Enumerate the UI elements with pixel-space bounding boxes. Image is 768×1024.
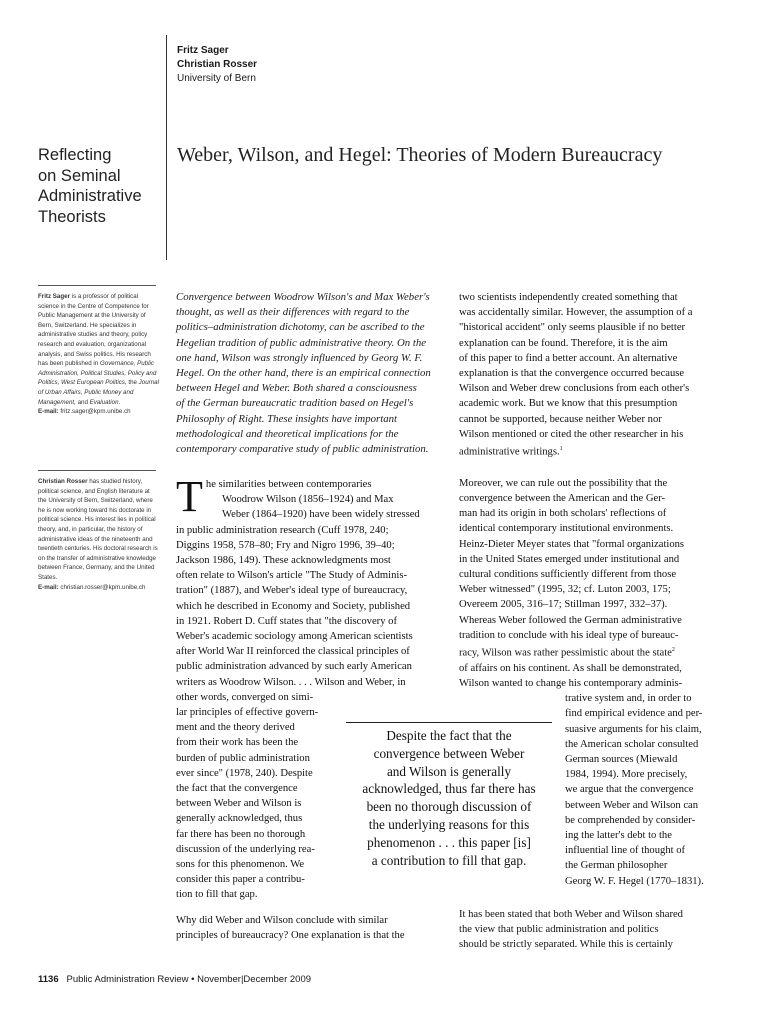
body-text: racy, Wilson was rather pessimistic about the state <box>459 647 672 659</box>
body-line: explanation is that the convergence occurred because <box>459 368 685 380</box>
body-text: administrative writings. <box>459 446 560 458</box>
body-line: far there has been no thorough <box>176 828 306 840</box>
bio-text: and <box>75 398 90 406</box>
body-line: of this paper to find a better account. An alternative <box>459 352 678 364</box>
body-line: Overeem 2005, 316–17; Stillman 1997, 332–37). <box>459 599 668 611</box>
abstract-line: Hegelian tradition of public administrative theory. On the <box>176 336 427 349</box>
abstract-line: thought, as well as their differences with regard to the <box>176 306 410 319</box>
email-address: christian.rosser@kpm.unibe.ch <box>58 583 146 591</box>
body-line: tion to fill that gap. <box>176 889 258 901</box>
body-line: Wilson and Weber drew conclusions from each other's <box>459 383 690 395</box>
abstract-line: contemporary comparative study of public administration. <box>176 443 429 456</box>
body-line: Moreover, we can rule out the possibility that the <box>459 477 668 489</box>
body-line: Whereas Weber followed the German administrative <box>459 614 682 626</box>
bio-name: Christian Rosser <box>38 478 88 485</box>
footer-bullet: • <box>191 974 195 985</box>
body-line: 1984, 1994). More precisely, <box>565 769 688 781</box>
body-line: discussion of the underlying rea- <box>176 843 315 855</box>
body-line: in the United States emerged under institutional and <box>459 553 680 565</box>
body-line: from their work has been the <box>176 737 299 749</box>
author-1: Fritz Sager <box>177 45 229 56</box>
body-line: burden of public administration <box>176 752 310 764</box>
pull-quote <box>346 722 552 869</box>
body-line: academic work. But we know that this presumption <box>459 398 678 410</box>
bio-pubs: Evaluation <box>89 398 119 406</box>
body-line: should be strictly separated. While this is certainly <box>459 939 673 951</box>
body-line: the fact that the convergence <box>176 783 298 795</box>
body-line: Georg W. F. Hegel (1770–1831). <box>565 875 704 887</box>
footnote-marker: 2 <box>671 647 675 653</box>
body-line: between Weber and Wilson is <box>176 798 302 810</box>
abstract-line: of the German bureaucratic tradition based on Hegel's <box>176 397 414 410</box>
paragraph-gap <box>176 903 446 913</box>
body-line: writers as Woodrow Wilson. . . . Wilson and Weber, in <box>176 676 406 688</box>
body-line: ment and the theory derived <box>176 722 295 734</box>
page-number: 1136 <box>38 974 59 985</box>
body-line: Weber (1864–1920) have been widely stressed <box>222 509 420 521</box>
body-line: cultural conditions sufficiently different from those <box>459 568 677 580</box>
body-line: lar principles of effective govern- <box>176 707 319 719</box>
body-line: the American scholar consulted <box>565 738 699 750</box>
body-line: Woodrow Wilson (1856–1924) and Max <box>222 494 394 506</box>
body-line: Weber witnessed" (1995, 32; cf. Luton 2003, 175; <box>459 584 671 596</box>
section-label-line: on Seminal <box>38 166 121 185</box>
abstract-line: one hand, Wilson was strongly influenced by Georg W. F. <box>176 351 423 364</box>
pull-quote-line: a contribution to fill that gap. <box>371 852 527 868</box>
bio-text: is a professor of political science in the Centre of Competence for Public Management at the University of Bern, Switzerland. He specializes in administrative studies and theory, policy research and evaluation, organizational analysis, and Swiss politics. His research has been published in <box>38 293 151 368</box>
author-2: Christian Rosser <box>177 59 258 70</box>
body-line: ing the latter's debt to the <box>565 829 672 841</box>
paragraph-gap <box>459 889 734 907</box>
bio-text: the <box>126 379 139 387</box>
section-label-line: Theorists <box>38 207 106 226</box>
abstract-line: Convergence between Woodrow Wilson's and Max Weber's <box>176 291 430 303</box>
body-line: Weber's academic sociology among American scientists <box>176 631 413 643</box>
body-line: suasive arguments for his claim, <box>565 723 702 735</box>
body-line: explanation can be found. Therefore, it is the aim <box>459 337 668 349</box>
section-label-line: Administrative <box>38 187 142 205</box>
abstract-line: methodological and theoretical implications for the <box>176 427 399 440</box>
footnote-marker: 1 <box>559 446 563 453</box>
body-line: tration" (1887), and Weber's ideal type of bureaucracy, <box>176 585 408 597</box>
pull-quote-line: acknowledged, thus far there has <box>362 781 536 797</box>
issue-date: November|December 2009 <box>197 974 312 985</box>
email-label: E-mail: <box>38 583 59 591</box>
pull-quote-line: phenomenon . . . this paper [is] <box>367 834 531 850</box>
body-line <box>459 643 734 661</box>
bio-christian-rosser <box>38 477 160 592</box>
body-line: convergence between the American and the Ger- <box>459 492 666 504</box>
body-line: Jackson 1986, 149). These acknowledgments most <box>176 555 391 567</box>
body-line: of affairs on his continent. As shall be demonstrated, <box>459 662 682 674</box>
body-line: be comprehended by consider- <box>565 814 696 826</box>
abstract-line: politics–administration dichotomy, can be ascribed to the <box>176 321 425 334</box>
body-line: often relate to Wilson's article "The Study of Adminis- <box>176 570 407 582</box>
body-line: find empirical evidence and per- <box>565 708 703 720</box>
author-block <box>177 44 257 86</box>
drop-cap: T <box>176 472 203 521</box>
body-line: tradition to conclude with his ideal type of bureauc- <box>459 629 679 641</box>
body-line: we argue that the convergence <box>565 784 694 796</box>
body-line: German sources (Miewald <box>565 753 678 765</box>
abstract-line: Hegel. On the other hand, there is an empirical connection <box>176 367 431 380</box>
bio-pubs: Journal of Urban Affairs, Public Money and Management, <box>38 379 159 406</box>
journal-name: Public Administration Review <box>66 974 189 985</box>
body-line: between Weber and Wilson can <box>565 799 699 811</box>
body-line: two scientists independently created something that <box>459 292 678 303</box>
bio-divider <box>38 470 156 471</box>
paragraph-gap <box>459 460 734 476</box>
body-line: in public administration research (Cuff 1978, 240; <box>176 524 389 536</box>
bio-divider <box>38 285 156 286</box>
body-line <box>459 442 734 460</box>
page-footer <box>38 974 311 985</box>
body-line: after World War II reinforced the classical principles of <box>176 646 410 658</box>
pull-quote-line: the underlying reasons for this <box>368 816 530 832</box>
pull-quote-line: been no thorough discussion of <box>366 799 532 815</box>
bio-name: Fritz Sager <box>38 293 70 300</box>
body-line: Wilson wanted to change his contemporary adminis- <box>459 677 683 689</box>
body-line: man had its origin in both scholars' reflections of <box>459 508 667 520</box>
body-line: sons for this phenomenon. We <box>176 859 305 871</box>
pull-quote-line: and Wilson is generally <box>386 763 512 779</box>
body-line: other words, converged on simi- <box>176 691 314 703</box>
bio-fritz-sager <box>38 292 160 417</box>
abstract-line: Philosophy of Right. These insights have important <box>176 412 398 425</box>
body-column-left <box>176 472 446 943</box>
email-address: fritz.sager@kpm.unibe.ch <box>58 408 131 416</box>
body-line: trative system and, in order to <box>565 693 692 705</box>
body-line: generally acknowledged, thus <box>176 813 303 825</box>
body-line: consider this paper a contribu- <box>176 874 305 886</box>
body-line: Wilson mentioned or cited the other researcher in his <box>459 428 684 440</box>
body-line: identical contemporary institutional environments. <box>459 523 674 535</box>
body-line: he similarities between contemporaries <box>205 479 372 490</box>
body-line: Why did Weber and Wilson conclude with similar <box>176 914 388 926</box>
body-line: cannot be supported, because neither Weber nor <box>459 413 662 425</box>
email-label: E-mail: <box>38 408 59 416</box>
pull-quote-line: convergence between Weber <box>373 745 525 761</box>
header-rule <box>166 35 167 260</box>
section-label-line: Reflecting <box>38 146 112 164</box>
pull-quote-line: Despite the fact that the <box>386 728 512 743</box>
body-line: which he described in Economy and Society, published <box>176 600 411 612</box>
body-line: Diggins 1958, 578–80; Fry and Nigro 1996, 39–40; <box>176 539 395 551</box>
body-line: the German philosopher <box>565 860 668 872</box>
section-label <box>38 145 158 227</box>
body-line: in 1921. Robert D. Cuff states that "the discovery of <box>176 615 397 627</box>
bio-text: . <box>118 398 121 406</box>
body-line: Heinz-Dieter Meyer states that "formal organizations <box>459 538 685 550</box>
body-line: ever since" (1978, 240). Despite <box>176 767 313 779</box>
abstract <box>176 290 444 457</box>
article-title: Weber, Wilson, and Hegel: Theories of Modern Bureaucracy <box>177 144 663 166</box>
body-line: the view that public administration and politics <box>459 923 659 935</box>
body-line: was accidentally similar. However, the assumption of a <box>459 307 693 319</box>
affiliation: University of Bern <box>177 73 256 84</box>
body-line: influential line of thought of <box>565 845 686 857</box>
body-line: principles of bureaucracy? One explanation is that the <box>176 929 405 941</box>
bio-text: has studied history, political science, and English literature at the University of Bern, Switzerland, where he is now working toward his doctorate in political science. His interest lies in political theory, and, in particular, the history of administrative ideas of the nineteenth and twentieth centuries. His doctoral research is on the transfer of administrative knowledge between France, Germany, and the United States. <box>38 478 158 581</box>
body-line: It has been stated that both Weber and Wilson shared <box>459 908 683 920</box>
bio-pubs: Governance, Public Administration, Political Studies, Policy and Politics, West European Politics, <box>38 360 157 387</box>
body-line: "historical accident" only seems plausible if no better <box>459 322 686 334</box>
body-line: public administration advanced by such early American <box>176 661 412 673</box>
abstract-line: between Hegel and Weber. Both shared a consciousness <box>176 382 417 395</box>
